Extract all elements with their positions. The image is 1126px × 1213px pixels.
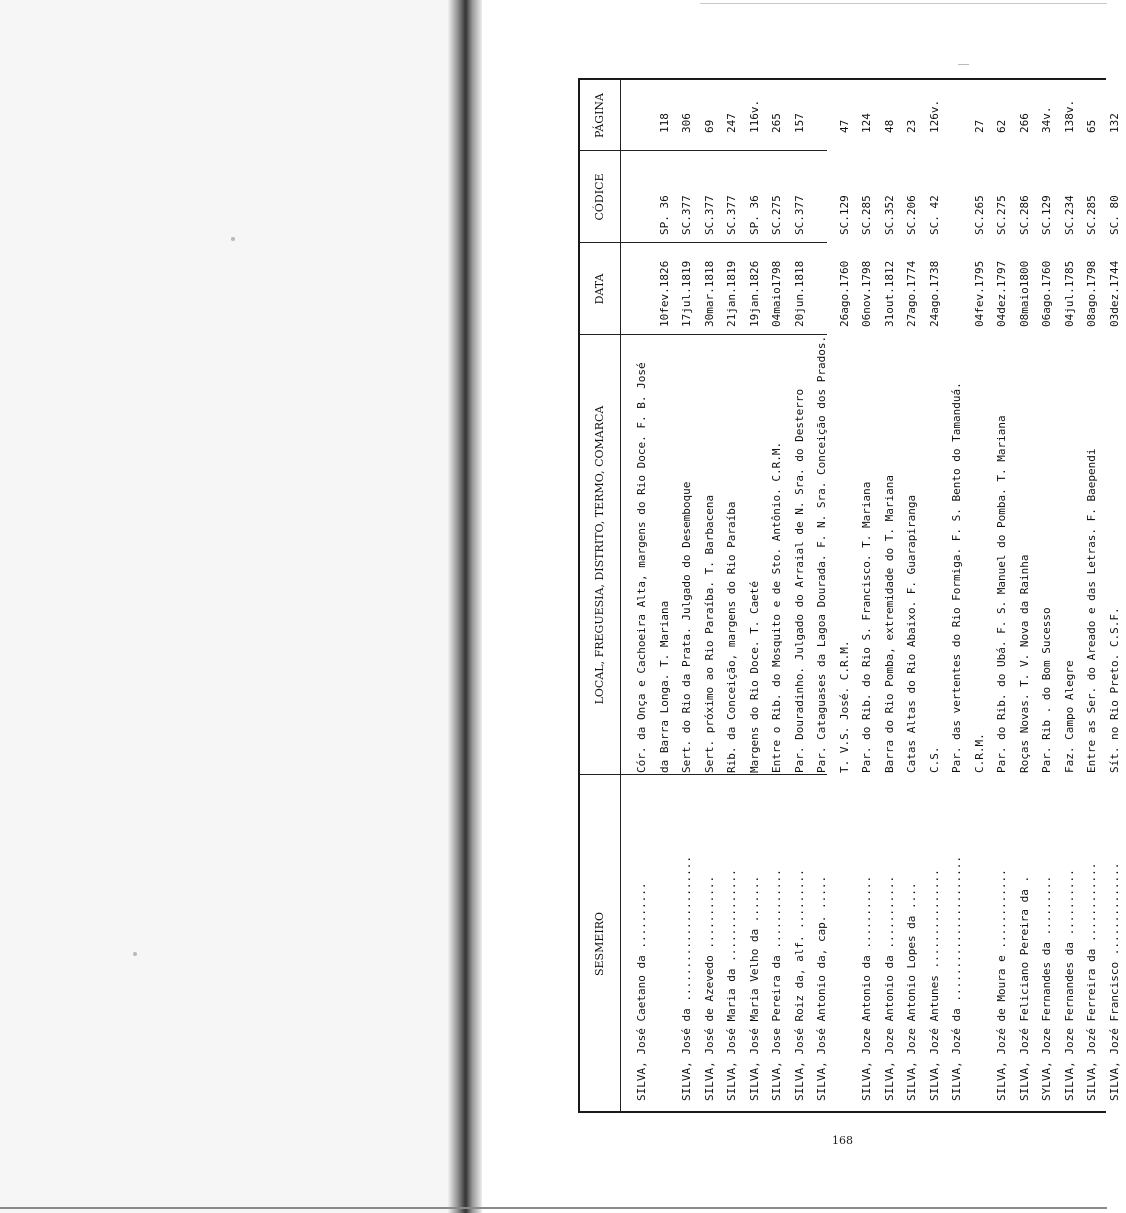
date-cell: 27ago.1774	[905, 260, 918, 327]
bottom-edge-line	[0, 1207, 1107, 1209]
date-cell: 08ago.1798	[1085, 260, 1098, 327]
codice-cell: SC.129	[837, 195, 851, 235]
local-cell: Par. do Rib. do Rio S. Francisco. T. Mariana	[860, 481, 873, 773]
date-cell: 04fev.1795	[972, 260, 986, 327]
pagina-cell: 65	[1085, 119, 1098, 133]
pagina-cell: 62	[995, 119, 1008, 133]
sesmeiro-cell: SILVA, José Maria Velho da .......	[747, 875, 761, 1101]
date-cell: 10fev.1826	[657, 260, 671, 327]
local-cell: Rib. da Conceição, margens do Rio Paraíba	[725, 501, 738, 773]
date-cell: 24ago.1738	[927, 260, 941, 327]
sesmeiro-cell: SILVA, José Roiz da, alf. .........	[792, 869, 806, 1101]
top-edge-line	[700, 3, 1107, 4]
date-cell: 19jan.1826	[747, 260, 761, 327]
table-row	[855, 80, 878, 1113]
codice-cell: SC.129	[1040, 195, 1053, 235]
edge-mark	[958, 64, 969, 65]
sesmeiro-cell: SILVA, Joze Fernandes da ..........	[1062, 869, 1076, 1101]
codice-cell: SP. 36	[747, 195, 761, 235]
sesmeiro-cell: SILVA, Jozé de Moura e ............	[995, 869, 1008, 1101]
table-row	[1103, 80, 1126, 1113]
sesmeiro-cell: SILVA, José da ......................	[680, 855, 693, 1101]
codice-cell: SC.275	[770, 195, 783, 235]
pagina-cell: 126v.	[927, 99, 941, 133]
table-row	[788, 80, 811, 1113]
sesmeiro-cell: SILVA, José de Azevedo ...........	[702, 875, 716, 1101]
date-cell: 17jul.1819	[680, 260, 693, 327]
paper-speck	[133, 952, 137, 956]
pagina-cell: 48	[882, 119, 896, 133]
sesmeiro-cell: SILVA, José Maria da ..............	[725, 869, 738, 1101]
pagina-cell: 27	[972, 119, 986, 133]
date-cell: 03dez.1744	[1107, 260, 1121, 327]
sesmeiro-cell: SILVA, Jozé Ferreira da ............	[1085, 862, 1098, 1101]
table-row	[900, 80, 923, 1113]
codice-cell: SC. 80	[1107, 195, 1121, 235]
header-sesmeiro: SESMEIRO	[593, 911, 606, 977]
codice-cell: SC.377	[792, 195, 806, 235]
pagina-cell: 124	[860, 113, 873, 133]
codice-cell: SC.377	[725, 195, 738, 235]
pagina-cell: 34v.	[1040, 106, 1053, 133]
sesmeiro-cell: SILVA, Joze Antonio da ...........	[860, 875, 873, 1101]
local-cell: Par. Douradinho. Julgado do Arraial de N. Sra. do Desterro	[792, 388, 806, 773]
pagina-cell: 157	[792, 113, 806, 133]
local-cell: Par. das vertentes do Rio Formiga. F. S. Bento do Tamanduá.	[950, 382, 963, 773]
codice-cell: SC.275	[995, 195, 1008, 235]
codice-cell: SC.285	[1085, 195, 1098, 235]
sesmeiro-cell: SILVA, Jozé Feliciano Pereira da .	[1017, 875, 1031, 1101]
codice-cell: SC.265	[972, 195, 986, 235]
local-cell: Entre o Rib. do Mosquito e de Sto. Antônio. C.R.M.	[770, 441, 783, 773]
table-row	[810, 80, 833, 1113]
pagina-cell: 47	[837, 119, 851, 133]
codice-cell: SC.377	[680, 195, 693, 235]
pagina-cell: 138v.	[1062, 99, 1076, 133]
local-cell: Sert. do Rio da Prata. Julgado do Desemboque	[680, 481, 693, 773]
table-row	[990, 80, 1013, 1113]
table-row	[923, 80, 946, 1113]
sesmeiro-cell: SILVA, José Caetano da ..........	[635, 882, 648, 1101]
table-row	[675, 80, 698, 1113]
date-cell: 06ago.1760	[1040, 260, 1053, 327]
table-row	[833, 80, 856, 1113]
local-cell: Roças Novas. T. V. Nova da Rainha	[1017, 554, 1031, 773]
codice-cell: SC.285	[860, 195, 873, 235]
paper-speck	[231, 237, 235, 241]
sesmeiro-cell: SILVA, Jozé da ......................	[950, 855, 963, 1101]
table-row	[878, 80, 901, 1113]
local-cell: Catas Altas do Rio Abaixo. F. Guarapiranga	[905, 494, 918, 773]
date-cell: 26ago.1760	[837, 260, 851, 327]
codice-cell: SC.206	[905, 195, 918, 235]
local-cell: Faz. Campo Alegre	[1062, 660, 1076, 773]
local-cell: Par. do Rib. do Ubá. F. S. Manuel do Pomba. T. Mariana	[995, 415, 1008, 773]
rotated-table-body	[580, 80, 1121, 1113]
pagina-cell: 306	[680, 113, 693, 133]
local-cell: Barra do Rio Pomba, extremidade do T. Mariana	[882, 474, 896, 773]
sesmeiro-cell: SILVA, José Antonio da, cap. .....	[815, 875, 828, 1101]
header-divider	[620, 80, 621, 1113]
codice-cell: SC.286	[1017, 195, 1031, 235]
sesmarias-table	[578, 78, 1121, 1113]
table-row	[653, 80, 676, 1113]
local-cell: Par. Cataguases da Lagoa Dourada. F. N. Sra. Conceição dos Prados.	[815, 335, 828, 773]
local-cell: T. V.S. José. C.R.M.	[837, 640, 851, 773]
codice-cell: SP. 36	[657, 195, 671, 235]
codice-cell: SC.234	[1062, 195, 1076, 235]
codice-cell: SC. 42	[927, 195, 941, 235]
date-cell: 04maio1798	[770, 260, 783, 327]
pagina-cell: 132	[1107, 113, 1121, 133]
pagina-cell: 265	[770, 113, 783, 133]
table-row	[630, 80, 653, 1113]
table-row	[743, 80, 766, 1113]
table-row	[720, 80, 743, 1113]
sesmeiro-cell: SILVA, Joze Antonio Lopes da ....	[905, 882, 918, 1101]
date-cell: 08maio1800	[1017, 260, 1031, 327]
table-row	[968, 80, 991, 1113]
sesmeiro-cell: SILVA, Jozé Francisco ..............	[1107, 862, 1121, 1101]
pagina-cell: 116v.	[747, 99, 761, 133]
pagina-cell: 69	[702, 119, 716, 133]
table-row	[698, 80, 721, 1113]
local-cell: Margens do Rio Doce. T. Caeté	[747, 580, 761, 773]
header-codice: CÓDICE	[593, 173, 606, 221]
header-pagina: PÁGINA	[593, 92, 606, 139]
date-cell: 30mar.1818	[702, 260, 716, 327]
local-cell: Sít. no Rio Preto. C.S.F.	[1107, 607, 1121, 773]
book-gutter	[448, 0, 482, 1213]
sesmeiro-cell: SILVA, Jozé Antunes ...............	[927, 869, 941, 1101]
table-row	[765, 80, 788, 1113]
local-cell: C.S.	[927, 746, 941, 773]
codice-cell: SC.377	[702, 195, 716, 235]
sesmeiro-cell: SILVA, Jose Pereira da ............	[770, 869, 783, 1101]
local-cell: Par. Rib . do Bom Sucesso	[1040, 607, 1053, 773]
local-cell: C.R.M.	[972, 733, 986, 773]
table-row	[1058, 80, 1081, 1113]
table-row	[945, 80, 968, 1113]
table-row	[1035, 80, 1058, 1113]
codice-cell: SC.352	[882, 195, 896, 235]
pagina-cell: 247	[725, 113, 738, 133]
local-cell: Entre as Ser. do Areado e das Letras. F. Baependi	[1085, 448, 1098, 773]
date-cell: 21jan.1819	[725, 260, 738, 327]
page-number: 168	[832, 1134, 853, 1147]
date-cell: 04jul.1785	[1062, 260, 1076, 327]
pagina-cell: 118	[657, 113, 671, 133]
local-cell: Cór. da Onça e Cachoeira Alta, margens do Rio Doce. F. B. José	[635, 362, 648, 773]
header-local: LOCAL, FREGUESIA, DISTRITO, TERMO, COMARCA	[593, 405, 606, 705]
local-cell: Sert. próximo ao Rio Paraíba. T. Barbacena	[702, 494, 716, 773]
date-cell: 20jun.1818	[792, 260, 806, 327]
sesmeiro-cell: SYLVA, Joze Fernandes da .........	[1040, 875, 1053, 1101]
date-cell: 31out.1812	[882, 260, 896, 327]
date-cell: 04dez.1797	[995, 260, 1008, 327]
table-row	[1080, 80, 1103, 1113]
sesmeiro-cell: SILVA, Joze Antonio da ...........	[882, 875, 896, 1101]
pagina-cell: 23	[905, 119, 918, 133]
table-row	[1013, 80, 1036, 1113]
header-data: DATA	[593, 273, 606, 305]
pagina-cell: 266	[1017, 113, 1031, 133]
date-cell: 06nov.1798	[860, 260, 873, 327]
local-cell: da Barra Longa. T. Mariana	[657, 600, 671, 773]
left-facing-page	[0, 0, 455, 1213]
